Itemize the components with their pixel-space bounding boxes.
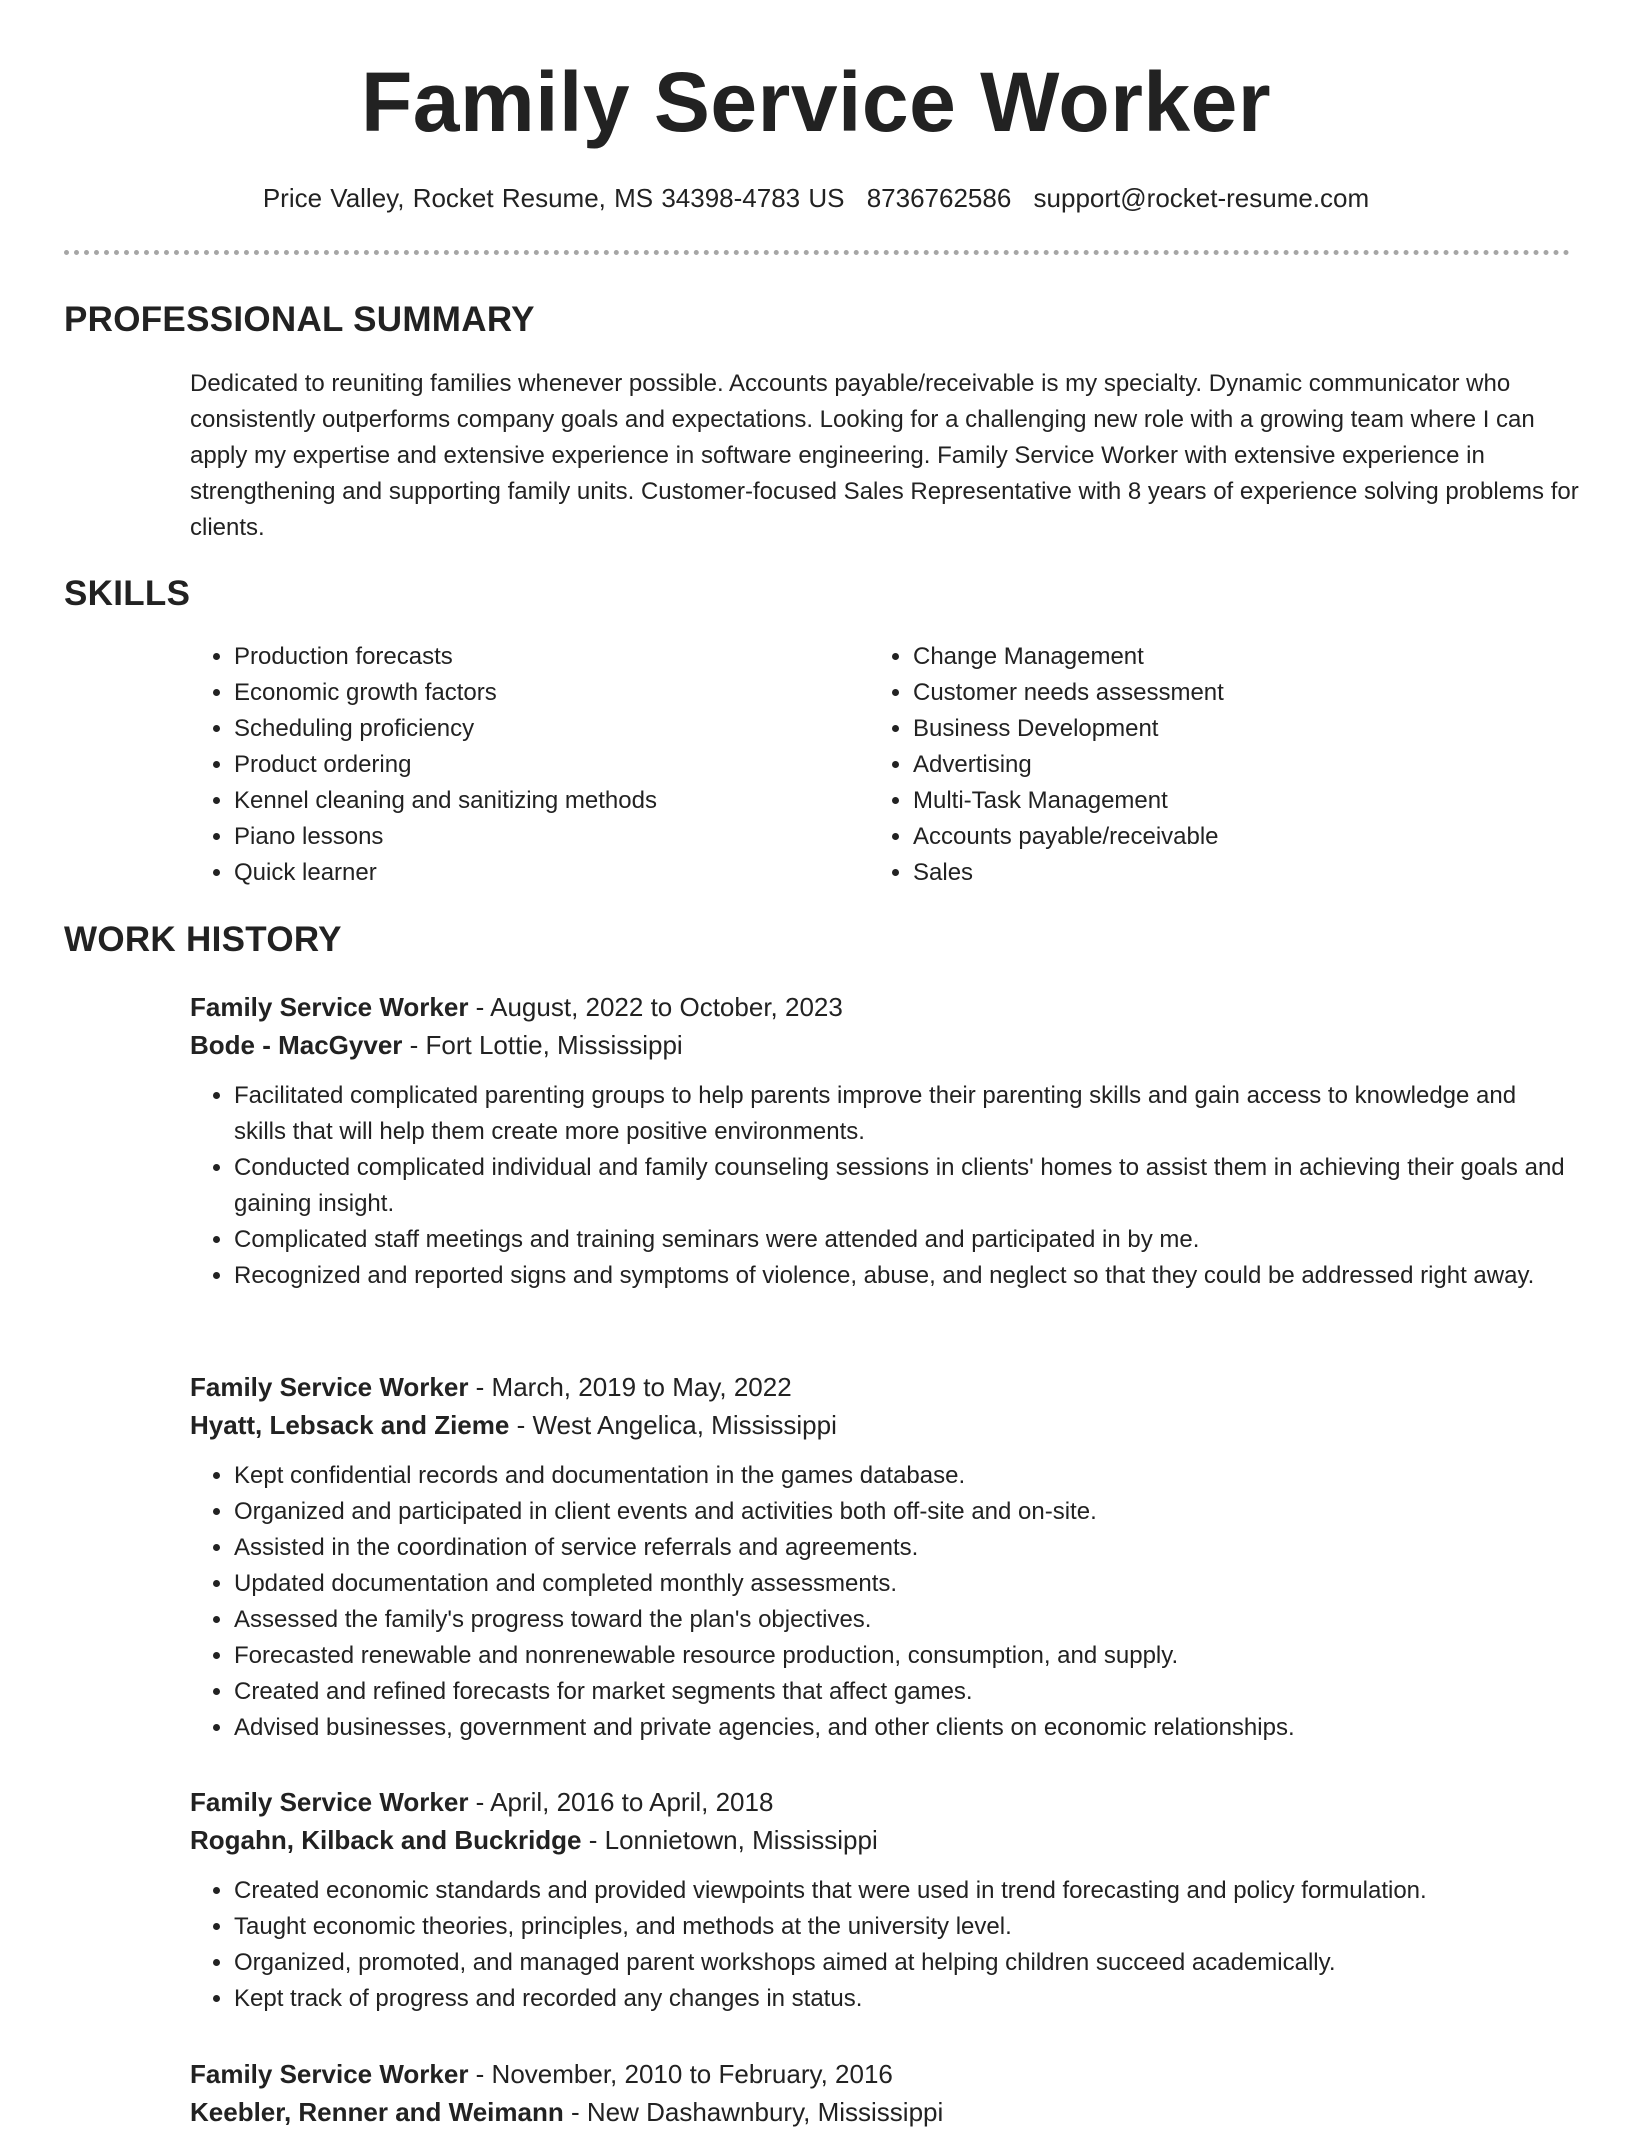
skill-item: • Change Management [913, 639, 1469, 675]
skills-heading: SKILLS [64, 574, 191, 613]
job-title-line [190, 1783, 1580, 1821]
skill-item: • Sales [913, 855, 1469, 891]
skill-item: • Business Development [913, 711, 1469, 747]
job-role: Family Service Worker [190, 1787, 469, 1817]
job-company: Hyatt, Lebsack and Zieme [190, 1410, 510, 1440]
job-bullet: • Complicated staff meetings and training seminars were attended and participated in by me. [234, 1222, 1574, 1258]
job-location: - Lonnietown, Mississippi [581, 1825, 878, 1855]
job-location: - West Angelica, Mississippi [509, 1410, 837, 1440]
skill-item: • Economic growth factors [234, 675, 790, 711]
skill-item: • Customer needs assessment [913, 675, 1469, 711]
skill-item: • Scheduling proficiency [234, 711, 790, 747]
skill-item: • Accounts payable/receivable [913, 819, 1469, 855]
job-bullet: • Forecasted renewable and nonrenewable resource production, consumption, and supply. [234, 1638, 1574, 1674]
job-dates: - April, 2016 to April, 2018 [468, 1787, 774, 1817]
header-divider [64, 250, 1570, 255]
job-location: - New Dashawnbury, Mississippi [563, 2097, 944, 2127]
skill-item: • Quick learner [234, 855, 790, 891]
summary-text: Dedicated to reuniting families whenever possible. Accounts payable/receivable is my specialty. Dynamic communicator who consistently outperforms company goals and expectations. Looking for a challenging new role with a growing team where I can apply my expertise and extensive experience in software engineering. Family Service Worker with extensive experience in strengthening and supporting family units. Customer-focused Sales Representative with 8 years of experience solving problems for clients. [190, 370, 1579, 541]
job-role: Family Service Worker [190, 992, 469, 1022]
job-entry [190, 2055, 1580, 2131]
skill-item: • Advertising [913, 747, 1469, 783]
skills-list-left [190, 639, 790, 891]
job-title-line [190, 2055, 1580, 2093]
skill-item: • Kennel cleaning and sanitizing methods [234, 783, 790, 819]
job-entry [190, 1783, 1580, 2017]
job-dates: - August, 2022 to October, 2023 [468, 992, 843, 1022]
job-dates: - November, 2010 to February, 2016 [468, 2059, 893, 2089]
job-bullet: • Organized and participated in client events and activities both off-site and on-site. [234, 1494, 1574, 1530]
job-role: Family Service Worker [190, 1372, 469, 1402]
job-company-line [190, 1026, 1580, 1064]
skill-item: • Multi-Task Management [913, 783, 1469, 819]
job-entry [190, 988, 1580, 1294]
job-company: Keebler, Renner and Weimann [190, 2097, 564, 2127]
job-bullets [190, 1873, 1574, 2017]
skill-item: • Production forecasts [234, 639, 790, 675]
skill-item: • Piano lessons [234, 819, 790, 855]
skills-column-right [869, 639, 1469, 891]
job-title-line [190, 988, 1580, 1026]
job-location: - Fort Lottie, Mississippi [402, 1030, 683, 1060]
job-company: Bode - MacGyver [190, 1030, 403, 1060]
job-bullet: • Recognized and reported signs and symptoms of violence, abuse, and neglect so that they could be addressed right away. [234, 1258, 1574, 1294]
skills-column-left [190, 639, 790, 891]
contact-email: support@rocket-resume.com [1033, 183, 1370, 213]
contact-address: Price Valley, Rocket Resume, MS 34398-4783 US [262, 183, 845, 213]
job-bullet: • Conducted complicated individual and family counseling sessions in clients' homes to assist them in achieving their goals and gaining insight. [234, 1150, 1574, 1222]
job-bullets [190, 1458, 1574, 1746]
job-role: Family Service Worker [190, 2059, 469, 2089]
job-dates: - March, 2019 to May, 2022 [468, 1372, 792, 1402]
job-bullet: • Taught economic theories, principles, and methods at the university level. [234, 1909, 1574, 1945]
skills-list-right [869, 639, 1469, 891]
job-title-line [190, 1368, 1580, 1406]
work-history-heading: WORK HISTORY [64, 920, 342, 959]
job-bullet: • Created economic standards and provided viewpoints that were used in trend forecasting and policy formulation. [234, 1873, 1574, 1909]
job-bullet: • Organized, promoted, and managed parent workshops aimed at helping children succeed academically. [234, 1945, 1574, 1981]
skill-item: • Product ordering [234, 747, 790, 783]
job-bullet: • Advised businesses, government and private agencies, and other clients on economic relationships. [234, 1710, 1574, 1746]
job-company: Rogahn, Kilback and Buckridge [190, 1825, 582, 1855]
summary-heading: PROFESSIONAL SUMMARY [64, 300, 535, 339]
job-bullet: • Facilitated complicated parenting groups to help parents improve their parenting skills and gain access to knowledge and skills that will help them create more positive environments. [234, 1078, 1574, 1150]
candidate-name: Family Service Worker [360, 55, 1272, 149]
job-bullet: • Kept track of progress and recorded any changes in status. [234, 1981, 1574, 2017]
job-bullet: • Assisted in the coordination of service referrals and agreements. [234, 1530, 1574, 1566]
job-company-line [190, 1406, 1580, 1444]
job-bullets [190, 1078, 1574, 1294]
job-bullet: • Created and refined forecasts for market segments that affect games. [234, 1674, 1574, 1710]
job-bullet: • Assessed the family's progress toward the plan's objectives. [234, 1602, 1574, 1638]
contact-line [0, 180, 1632, 216]
job-bullet: • Updated documentation and completed monthly assessments. [234, 1566, 1574, 1602]
contact-phone: 8736762586 [866, 183, 1012, 213]
job-company-line [190, 2093, 1580, 2131]
job-company-line [190, 1821, 1580, 1859]
job-bullet: • Kept confidential records and documentation in the games database. [234, 1458, 1574, 1494]
job-entry [190, 1368, 1580, 1746]
